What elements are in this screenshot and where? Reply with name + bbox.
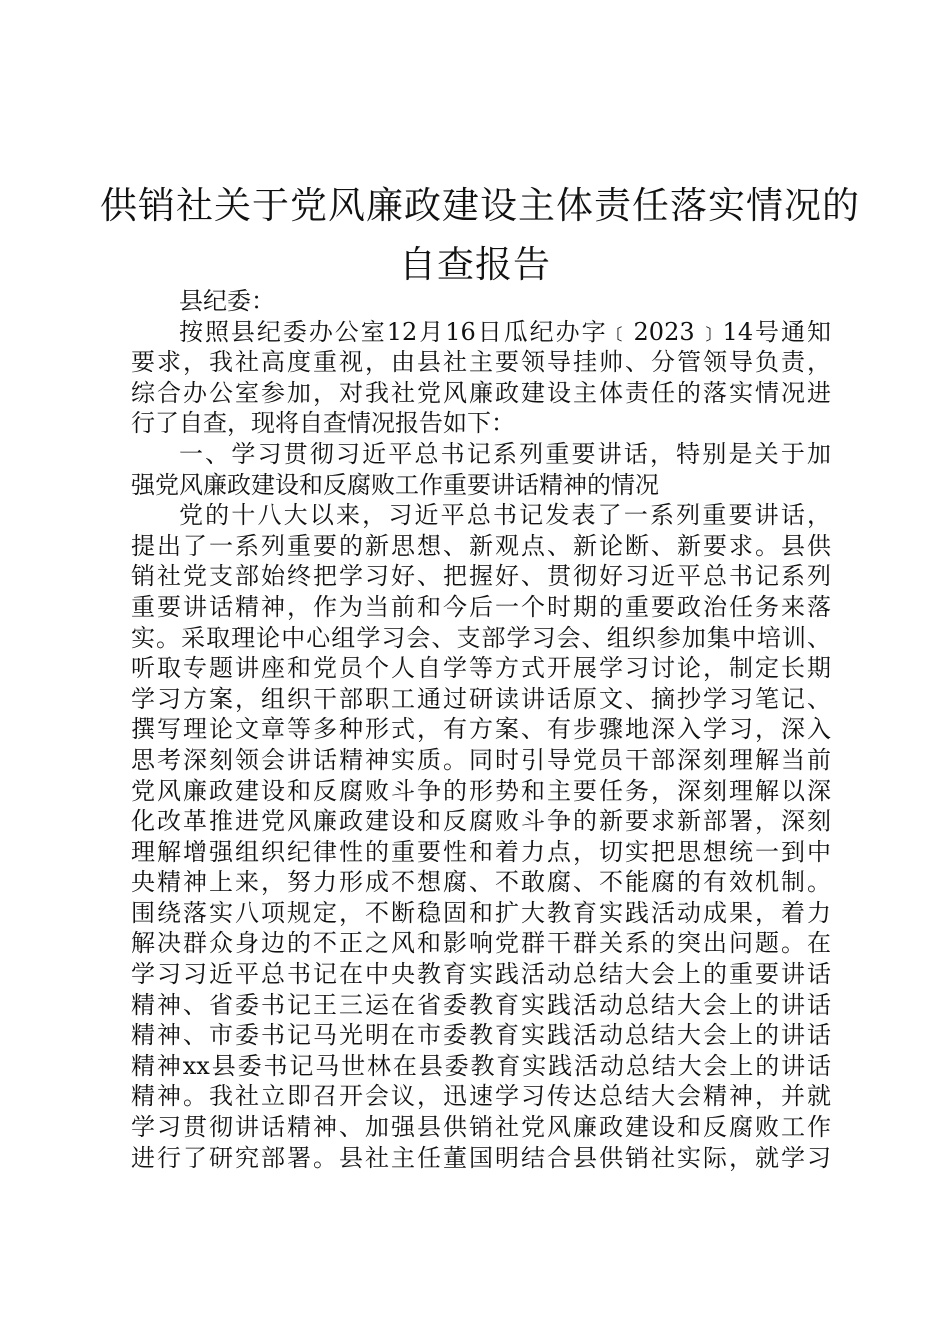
paragraph-line: 思考深刻领会讲话精神实质。同时引导党员干部深刻理解当前	[131, 745, 831, 774]
paragraph-line: 撰写理论文章等多种形式，有方案、有步骤地深入学习，深入	[131, 715, 831, 744]
paragraph-line: 听取专题讲座和党员个人自学等方式开展学习讨论，制定长期	[131, 654, 831, 683]
paragraph-line: 实。采取理论中心组学习会、支部学习会、组织参加集中培训、	[131, 623, 831, 652]
paragraph-line: 进行了研究部署。县社主任董国明结合县供销社实际，就学习	[131, 1143, 831, 1172]
paragraph-line: 学习习近平总书记在中央教育实践活动总结大会上的重要讲话	[131, 960, 831, 989]
paragraph-line: 行了自查，现将自查情况报告如下：	[131, 409, 515, 438]
paragraph-line: 精神、市委书记马光明在市委教育实践活动总结大会上的讲话	[131, 1021, 831, 1050]
paragraph-line: 县纪委：	[179, 287, 275, 315]
document-body	[131, 286, 831, 1173]
document-title-line-1: 供销社关于党风廉政建设主体责任落实情况的	[100, 184, 860, 227]
paragraph-line: 重要讲话精神，作为当前和今后一个时期的重要政治任务来落	[131, 592, 831, 621]
paragraph-line: 强党风廉政建设和反腐败工作重要讲话精神的情况	[131, 470, 659, 499]
paragraph-line: 提出了一系列重要的新思想、新观点、新论断、新要求。县供	[131, 531, 831, 560]
paragraph-line: 解决群众身边的不正之风和影响党群干群关系的突出问题。在	[131, 929, 831, 958]
paragraph-line: 理解增强组织纪律性的重要性和着力点，切实把思想统一到中	[131, 837, 831, 866]
paragraph-line: 精神。我社立即召开会议，迅速学习传达总结大会精神，并就	[131, 1082, 831, 1111]
paragraph-line: 精神xx县委书记马世林在县委教育实践活动总结大会上的讲话	[131, 1051, 831, 1080]
paragraph-line: 围绕落实八项规定，不断稳固和扩大教育实践活动成果，着力	[131, 898, 831, 927]
paragraph-line: 销社党支部始终把学习好、把握好、贯彻好习近平总书记系列	[131, 562, 831, 591]
paragraph-line: 党风廉政建设和反腐败斗争的形势和主要任务，深刻理解以深	[131, 776, 831, 805]
paragraph-line: 精神、省委书记王三运在省委教育实践活动总结大会上的讲话	[131, 990, 831, 1019]
paragraph-line: 学习方案，组织干部职工通过研读讲话原文、摘抄学习笔记、	[131, 684, 831, 713]
paragraph-line: 综合办公室参加，对我社党风廉政建设主体责任的落实情况进	[131, 378, 831, 407]
paragraph-line: 央精神上来，努力形成不想腐、不敢腐、不能腐的有效机制。	[131, 868, 831, 897]
document-title-line-2: 自查报告	[399, 243, 551, 286]
paragraph-line: 要求，我社高度重视，由县社主要领导挂帅、分管领导负责，	[131, 348, 831, 377]
paragraph-line: 一、学习贯彻习近平总书记系列重要讲话，特别是关于加	[179, 439, 831, 468]
paragraph-line: 党的十八大以来，习近平总书记发表了一系列重要讲话，	[179, 501, 831, 530]
paragraph-line: 化改革推进党风廉政建设和反腐败斗争的新要求新部署，深刻	[131, 807, 831, 836]
paragraph-line: 按照县纪委办公室12月16日瓜纪办字﹝2023﹞14号通知	[179, 317, 831, 346]
paragraph-line: 学习贯彻讲话精神、加强县供销社党风廉政建设和反腐败工作	[131, 1113, 831, 1142]
